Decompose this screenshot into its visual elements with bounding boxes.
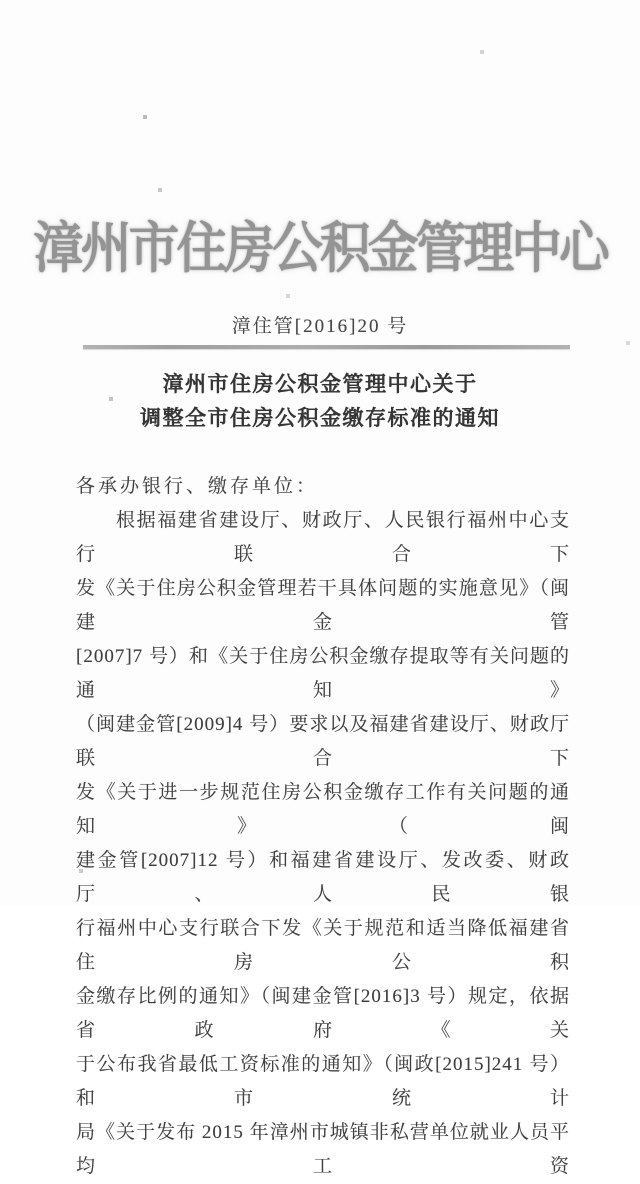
- body-line: 发《关于进一步规范住房公积金缴存工作有关问题的通知》（闽: [76, 782, 570, 837]
- body-line: （闽建金管[2009]4 号）要求以及福建省建设厅、财政厅联合下: [76, 714, 570, 769]
- body-line: 局《关于发布 2015 年漳州市城镇非私营单位就业人员平均工资: [76, 1122, 570, 1177]
- scan-noise-specks: [0, 0, 2, 2]
- body-line: 建金管[2007]12 号）和福建省建设厅、发改委、财政厅、人民银: [76, 850, 570, 905]
- document-title-line1: 漳州市住房公积金管理中心关于: [162, 372, 478, 396]
- separator-line: [83, 345, 570, 349]
- letterhead-title: 漳州市住房公积金管理中心: [32, 218, 608, 279]
- body-line: [2007]7 号）和《关于住房公积金缴存提取等有关问题的通知》: [76, 646, 570, 701]
- document-title-line2: 调整全市住房公积金缴存标准的通知: [140, 406, 500, 430]
- document-body: [76, 470, 570, 1184]
- salutation: 各承办银行、缴存单位：: [76, 476, 319, 497]
- body-line: 金缴存比例的通知》（闽建金管[2016]3 号）规定，依据省政府《关: [76, 986, 570, 1041]
- body-line: 行福州中心支行联合下发《关于规范和适当降低福建省住房公积: [76, 918, 570, 973]
- body-line: 根据福建省建设厅、财政厅、人民银行福州中心支行联合下: [76, 510, 570, 565]
- body-line: 于公布我省最低工资标准的通知》（闽政[2015]241 号）和市统计: [76, 1054, 570, 1109]
- document-number: 漳住管[2016]20 号: [231, 316, 409, 337]
- body-line: 发《关于住房公积金管理若干具体问题的实施意见》（闽建金管: [76, 578, 570, 633]
